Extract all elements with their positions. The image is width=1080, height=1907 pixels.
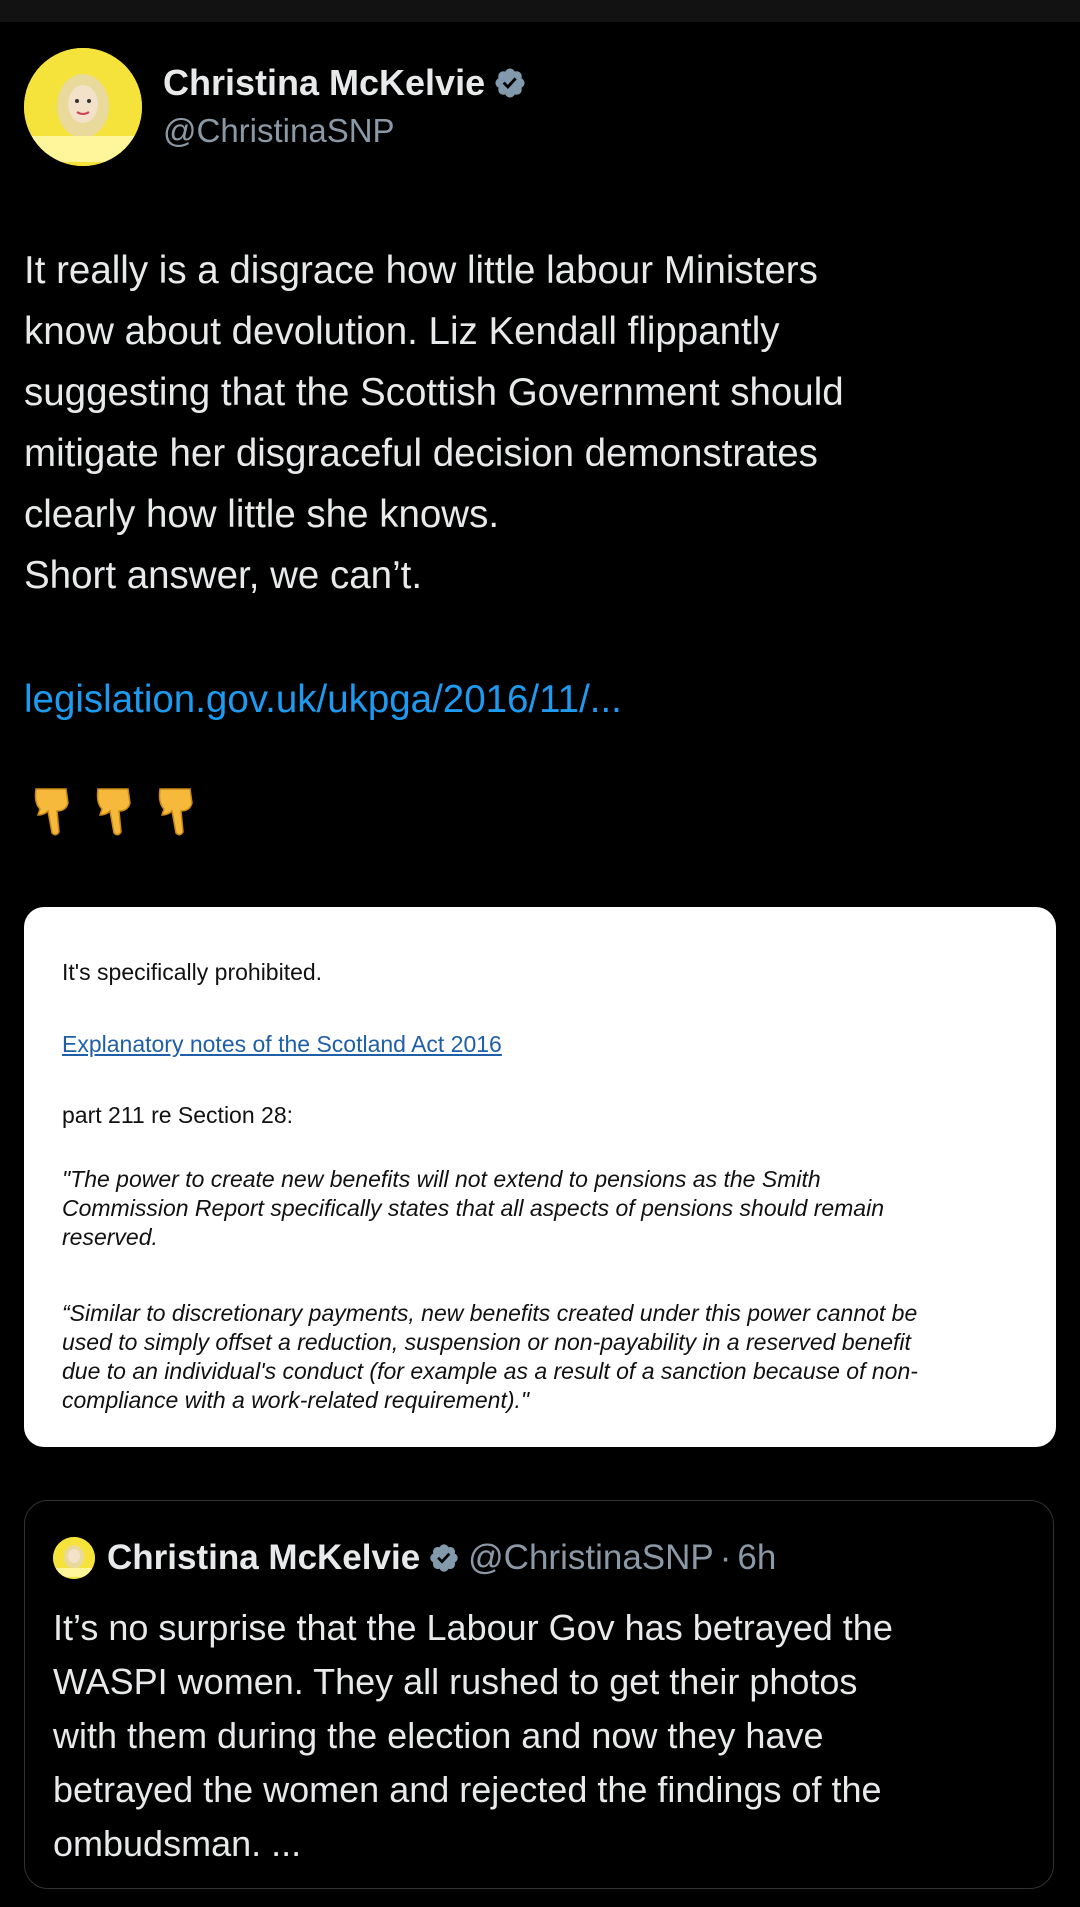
- image-quote-line: due to an individual's conduct (for example as a result of a sanction because of non-: [62, 1358, 918, 1384]
- tweet-line: know about devolution. Liz Kendall flippantly: [24, 310, 780, 353]
- image-quote-line: "The power to create new benefits will not extend to pensions as the Smith: [62, 1166, 821, 1192]
- image-section-text: part 211 re Section 28:: [62, 1102, 293, 1128]
- tweet-link[interactable]: legislation.gov.uk/ukpga/2016/11/...: [24, 678, 622, 721]
- quoted-line: with them during the election and now they have: [53, 1715, 824, 1756]
- quoted-line: ombudsman. ...: [53, 1823, 302, 1864]
- tweet-line: mitigate her disgraceful decision demonstrates: [24, 432, 818, 475]
- status-bar: [0, 0, 1080, 22]
- pointing-down-hand-icon: [92, 785, 134, 837]
- author-handle[interactable]: @ChristinaSNP: [163, 112, 395, 149]
- author-name-text[interactable]: Christina McKelvie: [163, 62, 486, 103]
- quoted-tweet[interactable]: [24, 1500, 1054, 1889]
- quoted-author-name: Christina McKelvie: [107, 1538, 421, 1577]
- pointing-down-hand-icon: [30, 785, 72, 837]
- tweet-text: [24, 240, 1054, 606]
- tweet-line: Short answer, we can’t.: [24, 554, 423, 597]
- quoted-timestamp: 6h: [737, 1538, 777, 1577]
- quoted-line: betrayed the women and rejected the findings of the: [53, 1769, 882, 1810]
- attached-image[interactable]: [24, 907, 1056, 1447]
- quoted-line: WASPI women. They all rushed to get their photos: [53, 1661, 858, 1702]
- image-quote-line: compliance with a work-related requirement).": [62, 1387, 530, 1413]
- pointing-down-hand-icon: [154, 785, 196, 837]
- tweet-line: suggesting that the Scottish Government should: [24, 371, 844, 414]
- separator-dot: ·: [719, 1538, 732, 1577]
- image-intro-text: It's specifically prohibited.: [62, 959, 323, 985]
- image-quote-line: reserved.: [62, 1224, 158, 1250]
- tweet-line: It really is a disgrace how little labour Ministers: [24, 249, 818, 292]
- quoted-author-avatar: [53, 1537, 95, 1579]
- image-quote-line: used to simply offset a reduction, suspension or non-payability in a reserved benefit: [62, 1329, 911, 1355]
- verified-badge-icon: [493, 66, 527, 100]
- quoted-author-handle: @ChristinaSNP: [468, 1538, 714, 1577]
- image-quote-line: “Similar to discretionary payments, new benefits created under this power cannot be: [62, 1300, 918, 1326]
- quoted-tweet-text: [53, 1601, 893, 1871]
- quoted-line: It’s no surprise that the Labour Gov has betrayed the: [53, 1607, 893, 1648]
- author-display-name[interactable]: [163, 62, 527, 104]
- tweet-line: clearly how little she knows.: [24, 493, 500, 536]
- image-doc-link: Explanatory notes of the Scotland Act 2016: [62, 1031, 502, 1057]
- emoji-row: [30, 785, 196, 837]
- quoted-tweet-header: [53, 1537, 776, 1579]
- verified-badge-icon: [428, 1542, 460, 1574]
- image-quote-line: Commission Report specifically states that all aspects of pensions should remain: [62, 1195, 884, 1221]
- author-avatar[interactable]: [24, 48, 142, 166]
